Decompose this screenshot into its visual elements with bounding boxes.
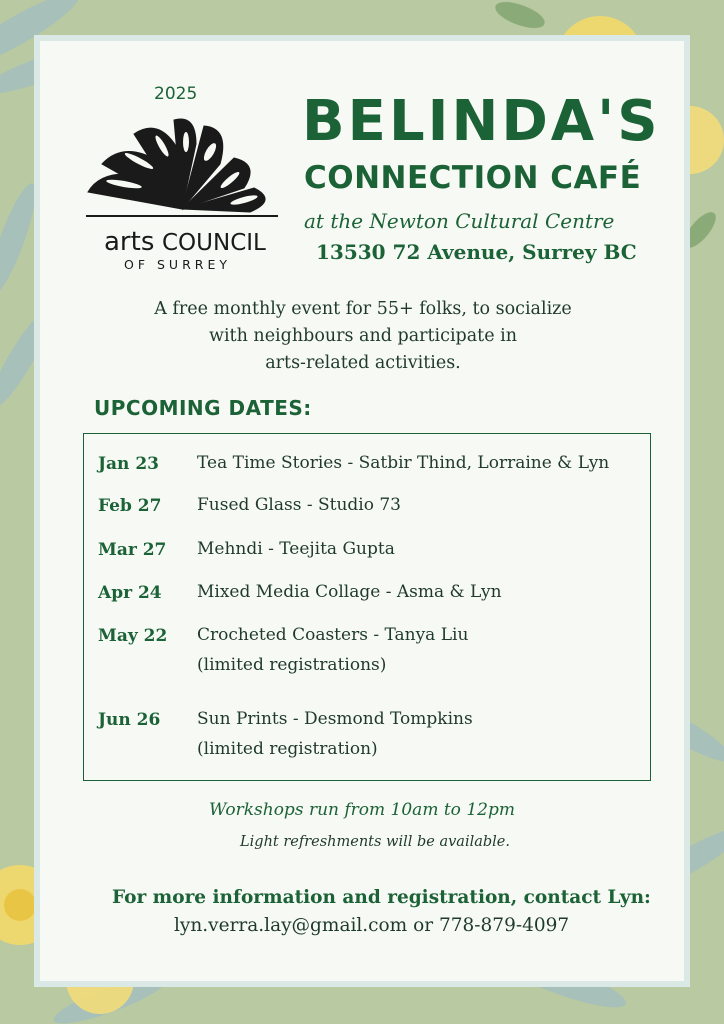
schedule-description: Mehndi - Teejita Gupta — [197, 539, 395, 559]
schedule-description: Sun Prints - Desmond Tompkins — [197, 709, 473, 729]
intro-line: with neighbours and participate in — [208, 326, 517, 346]
schedule-box — [83, 433, 651, 781]
upcoming-dates-heading: UPCOMING DATES: — [94, 396, 312, 420]
address-text: 13530 72 Avenue, Surrey BC — [316, 240, 637, 264]
logo-word-arts: arts — [104, 227, 155, 257]
poster-subtitle: CONNECTION CAFÉ — [304, 160, 642, 196]
schedule-description: Fused Glass - Studio 73 — [197, 495, 401, 515]
arts-council-logo — [84, 84, 280, 274]
poster-title: BELINDA'S — [302, 89, 661, 154]
refreshments-note: Light refreshments will be available. — [240, 834, 510, 850]
workshop-hours-note: Workshops run from 10am to 12pm — [209, 800, 515, 820]
schedule-description-note: (limited registrations) — [197, 655, 387, 675]
schedule-date: May 22 — [98, 626, 168, 646]
logo-word-council: COUNCIL — [162, 230, 266, 256]
schedule-date: Feb 27 — [98, 496, 162, 516]
intro-paragraph — [100, 296, 626, 377]
logo-word-surrey: OF SURREY — [124, 257, 231, 272]
fan-of-feathers-icon — [88, 119, 265, 212]
schedule-date: Jun 26 — [98, 710, 161, 730]
intro-line: arts-related activities. — [265, 353, 461, 373]
contact-details: lyn.verra.lay@gmail.com or 778-879-4097 — [174, 915, 570, 936]
year-label: 2025 — [154, 84, 198, 104]
contact-heading: For more information and registration, contact Lyn: — [112, 887, 651, 908]
schedule-description: Tea Time Stories - Satbir Thind, Lorraine & Lyn — [197, 453, 610, 473]
schedule-date: Mar 27 — [98, 540, 167, 560]
schedule-description: Crocheted Coasters - Tanya Liu — [197, 625, 469, 645]
intro-line: A free monthly event for 55+ folks, to socialize — [154, 299, 572, 319]
schedule-description-note: (limited registration) — [197, 739, 378, 759]
schedule-date: Jan 23 — [98, 454, 159, 474]
schedule-date: Apr 24 — [98, 583, 162, 603]
schedule-description: Mixed Media Collage - Asma & Lyn — [197, 582, 502, 602]
venue-text: at the Newton Cultural Centre — [304, 209, 615, 233]
